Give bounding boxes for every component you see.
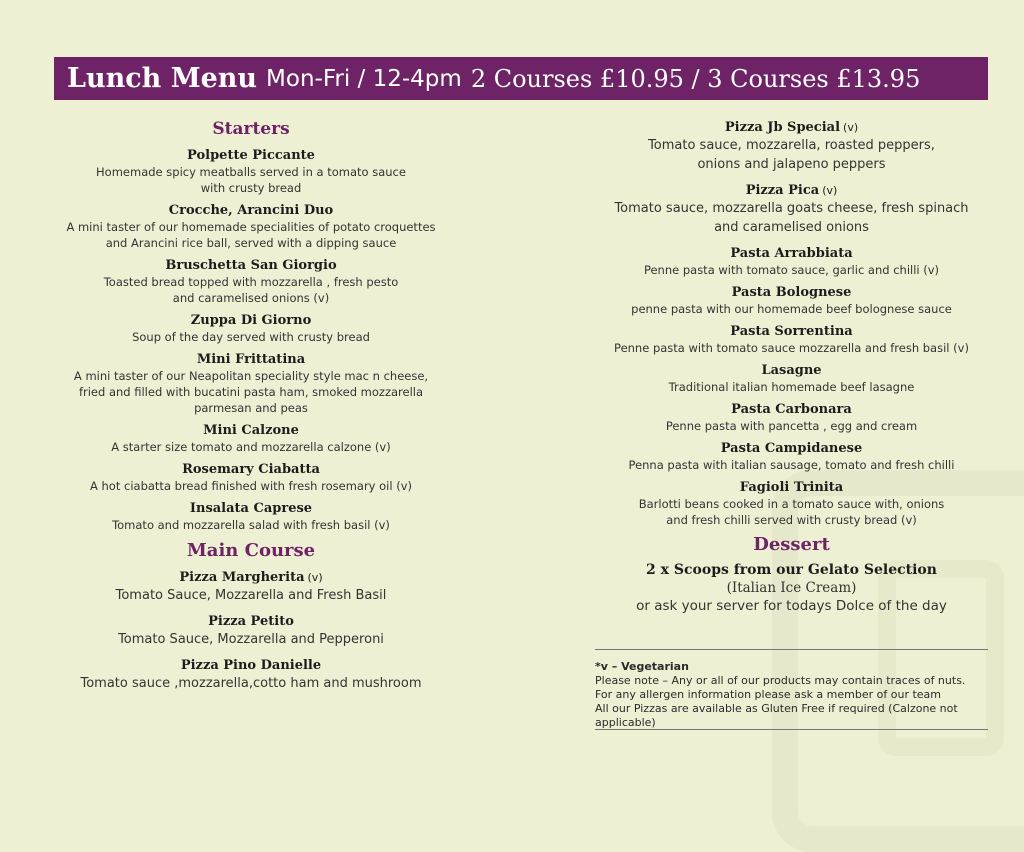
main-course-item-name bbox=[595, 119, 988, 136]
dish-name: Pasta Bolognese bbox=[731, 285, 852, 300]
main-course-item bbox=[595, 284, 988, 317]
dish-name: Pasta Sorrentina bbox=[730, 324, 853, 339]
starter-item bbox=[56, 202, 446, 251]
dish-name: Insalata Caprese bbox=[189, 501, 313, 516]
main-course-item-description: Tomato Sauce, Mozzarella and Fresh Basil bbox=[115, 588, 387, 603]
main-course-item-name bbox=[56, 569, 446, 586]
dish-name: Pizza Pica bbox=[745, 183, 820, 198]
starter-item-description: parmesan and peas bbox=[194, 401, 308, 415]
main-course-item-description: and fresh chilli served with crusty bread (v) bbox=[666, 513, 917, 527]
starter-item bbox=[56, 422, 446, 455]
right-column bbox=[595, 119, 988, 616]
starter-item-name bbox=[56, 147, 446, 164]
main-course-pizzas-right bbox=[595, 119, 988, 237]
main-course-heading: Main Course bbox=[186, 540, 316, 561]
starters-list bbox=[56, 147, 446, 533]
main-course-list-right bbox=[595, 245, 988, 528]
starter-item-description: Toasted bread topped with mozzarella , fresh pesto bbox=[103, 275, 399, 289]
main-course-item-description: Traditional italian homemade beef lasagne bbox=[668, 380, 915, 394]
starter-item-name bbox=[56, 422, 446, 439]
main-course-item-description: Tomato Sauce, Mozzarella and Pepperoni bbox=[118, 632, 384, 647]
allergen-note-1: Please note – Any or all of our products may contain traces of nuts. bbox=[595, 674, 966, 687]
main-course-item bbox=[56, 569, 446, 605]
main-course-item-description: Penne pasta with tomato sauce mozzarella and fresh basil (v) bbox=[614, 341, 969, 355]
starter-item-description: Soup of the day served with crusty bread bbox=[132, 330, 370, 344]
starter-item-description: Homemade spicy meatballs served in a tomato sauce bbox=[96, 165, 406, 179]
dessert-gelato-note: (Italian Ice Cream) bbox=[726, 580, 857, 596]
main-course-item bbox=[595, 401, 988, 434]
main-course-item bbox=[56, 657, 446, 693]
dish-name: Bruschetta San Giorgio bbox=[165, 258, 337, 273]
dish-name: Pasta Campidanese bbox=[720, 441, 863, 456]
starter-item bbox=[56, 351, 446, 416]
dessert-heading: Dessert bbox=[753, 534, 830, 555]
main-course-item-description: onions and jalapeno peppers bbox=[697, 157, 886, 172]
vegetarian-key: *v – Vegetarian bbox=[595, 660, 689, 673]
dish-name: Pasta Arrabbiata bbox=[730, 246, 853, 261]
starter-item bbox=[56, 312, 446, 345]
starter-item-name bbox=[56, 257, 446, 274]
vegetarian-mark: (v) bbox=[822, 184, 838, 197]
notes-divider-bottom bbox=[595, 729, 988, 730]
dish-name: Pizza Petito bbox=[208, 614, 294, 629]
starter-item-description: A starter size tomato and mozzarella calzone (v) bbox=[111, 440, 391, 454]
dish-name: Zuppa Di Giorno bbox=[190, 313, 312, 328]
main-course-item-description: and caramelised onions bbox=[714, 220, 869, 235]
dish-name: Pizza Jb Special bbox=[724, 120, 841, 135]
dish-name: Mini Frittatina bbox=[196, 352, 306, 367]
left-column bbox=[56, 119, 446, 701]
main-course-item bbox=[595, 119, 988, 174]
starter-item-description: A mini taster of our homemade specialities of potato croquettes bbox=[66, 220, 436, 234]
starter-item-description: A hot ciabatta bread finished with fresh rosemary oil (v) bbox=[90, 479, 412, 493]
main-course-item bbox=[595, 362, 988, 395]
vegetarian-mark: (v) bbox=[307, 571, 323, 584]
starter-item-name bbox=[56, 202, 446, 219]
main-course-item-name bbox=[595, 182, 988, 199]
main-course-item-name bbox=[595, 323, 988, 340]
main-course-item bbox=[595, 323, 988, 356]
main-course-item-description: Penne pasta with pancetta , egg and cream bbox=[665, 419, 918, 433]
menu-banner bbox=[54, 57, 988, 100]
main-course-item bbox=[595, 245, 988, 278]
dish-name: Crocche, Arancini Duo bbox=[168, 203, 334, 218]
main-course-item-description: Tomato sauce ,mozzarella,cotto ham and mushroom bbox=[80, 676, 422, 691]
dish-name: Pizza Margherita bbox=[179, 570, 305, 585]
starter-item-description: and Arancini rice ball, served with a dipping sauce bbox=[105, 236, 397, 250]
starter-item bbox=[56, 500, 446, 533]
starter-item-name bbox=[56, 351, 446, 368]
dietary-notes bbox=[595, 660, 995, 730]
starter-item bbox=[56, 257, 446, 306]
allergen-note-2: For any allergen information please ask a member of our team bbox=[595, 688, 941, 701]
starter-item-description: Tomato and mozzarella salad with fresh basil (v) bbox=[112, 518, 390, 532]
main-course-item-description: Tomato sauce, mozzarella, roasted peppers, bbox=[648, 138, 935, 153]
menu-hours: Mon-Fri / 12-4pm bbox=[266, 65, 462, 92]
main-course-item-name bbox=[56, 613, 446, 630]
main-course-list-left bbox=[56, 569, 446, 693]
dessert-gelato: 2 x Scoops from our Gelato Selection bbox=[646, 562, 937, 578]
menu-price-offer: 2 Courses £10.95 / 3 Courses £13.95 bbox=[470, 64, 921, 93]
main-course-item bbox=[595, 182, 988, 237]
main-course-item-description: Penna pasta with italian sausage, tomato and fresh chilli bbox=[628, 458, 955, 472]
starter-item-description: A mini taster of our Neapolitan speciality style mac n cheese, bbox=[73, 369, 429, 383]
main-course-item-description: Penne pasta with tomato sauce, garlic and chilli (v) bbox=[643, 263, 940, 277]
main-course-item-name bbox=[56, 657, 446, 674]
vegetarian-mark: (v) bbox=[843, 121, 859, 134]
starter-item-name bbox=[56, 461, 446, 478]
notes-divider-top bbox=[595, 649, 988, 650]
menu-title: Lunch Menu bbox=[67, 63, 258, 94]
dish-name: Polpette Piccante bbox=[187, 148, 315, 163]
starter-item bbox=[56, 147, 446, 196]
dish-name: Pasta Carbonara bbox=[731, 402, 852, 417]
main-course-item-name bbox=[595, 245, 988, 262]
main-course-item bbox=[595, 440, 988, 473]
main-course-item-name bbox=[595, 479, 988, 496]
dish-name: Pizza Pino Danielle bbox=[180, 658, 322, 673]
main-course-item-description: Barlotti beans cooked in a tomato sauce with, onions bbox=[638, 497, 945, 511]
main-course-item-name bbox=[595, 284, 988, 301]
main-course-item-name bbox=[595, 401, 988, 418]
main-course-item bbox=[56, 613, 446, 649]
main-course-item-description: Tomato sauce, mozzarella goats cheese, fresh spinach bbox=[614, 201, 969, 216]
dish-name: Fagioli Trinita bbox=[739, 480, 844, 495]
dish-name: Rosemary Ciabatta bbox=[182, 462, 320, 477]
dessert-block bbox=[595, 561, 988, 616]
main-course-item-name bbox=[595, 362, 988, 379]
dessert-dolce: or ask your server for todays Dolce of the day bbox=[636, 598, 947, 614]
starter-item-description: and caramelised onions (v) bbox=[172, 291, 330, 305]
main-course-item-name bbox=[595, 440, 988, 457]
dish-name: Lasagne bbox=[761, 363, 822, 378]
starter-item-name bbox=[56, 312, 446, 329]
main-course-item bbox=[595, 479, 988, 528]
starters-heading: Starters bbox=[212, 119, 290, 139]
main-course-item-description: penne pasta with our homemade beef bolognese sauce bbox=[631, 302, 952, 316]
starter-item-name bbox=[56, 500, 446, 517]
starter-item bbox=[56, 461, 446, 494]
starter-item-description: fried and filled with bucatini pasta ham, smoked mozzarella bbox=[78, 385, 424, 399]
starter-item-description: with crusty bread bbox=[200, 181, 302, 195]
allergen-note-3: All our Pizzas are available as Gluten Free if required (Calzone not applicable) bbox=[595, 702, 958, 729]
dish-name: Mini Calzone bbox=[203, 423, 299, 438]
